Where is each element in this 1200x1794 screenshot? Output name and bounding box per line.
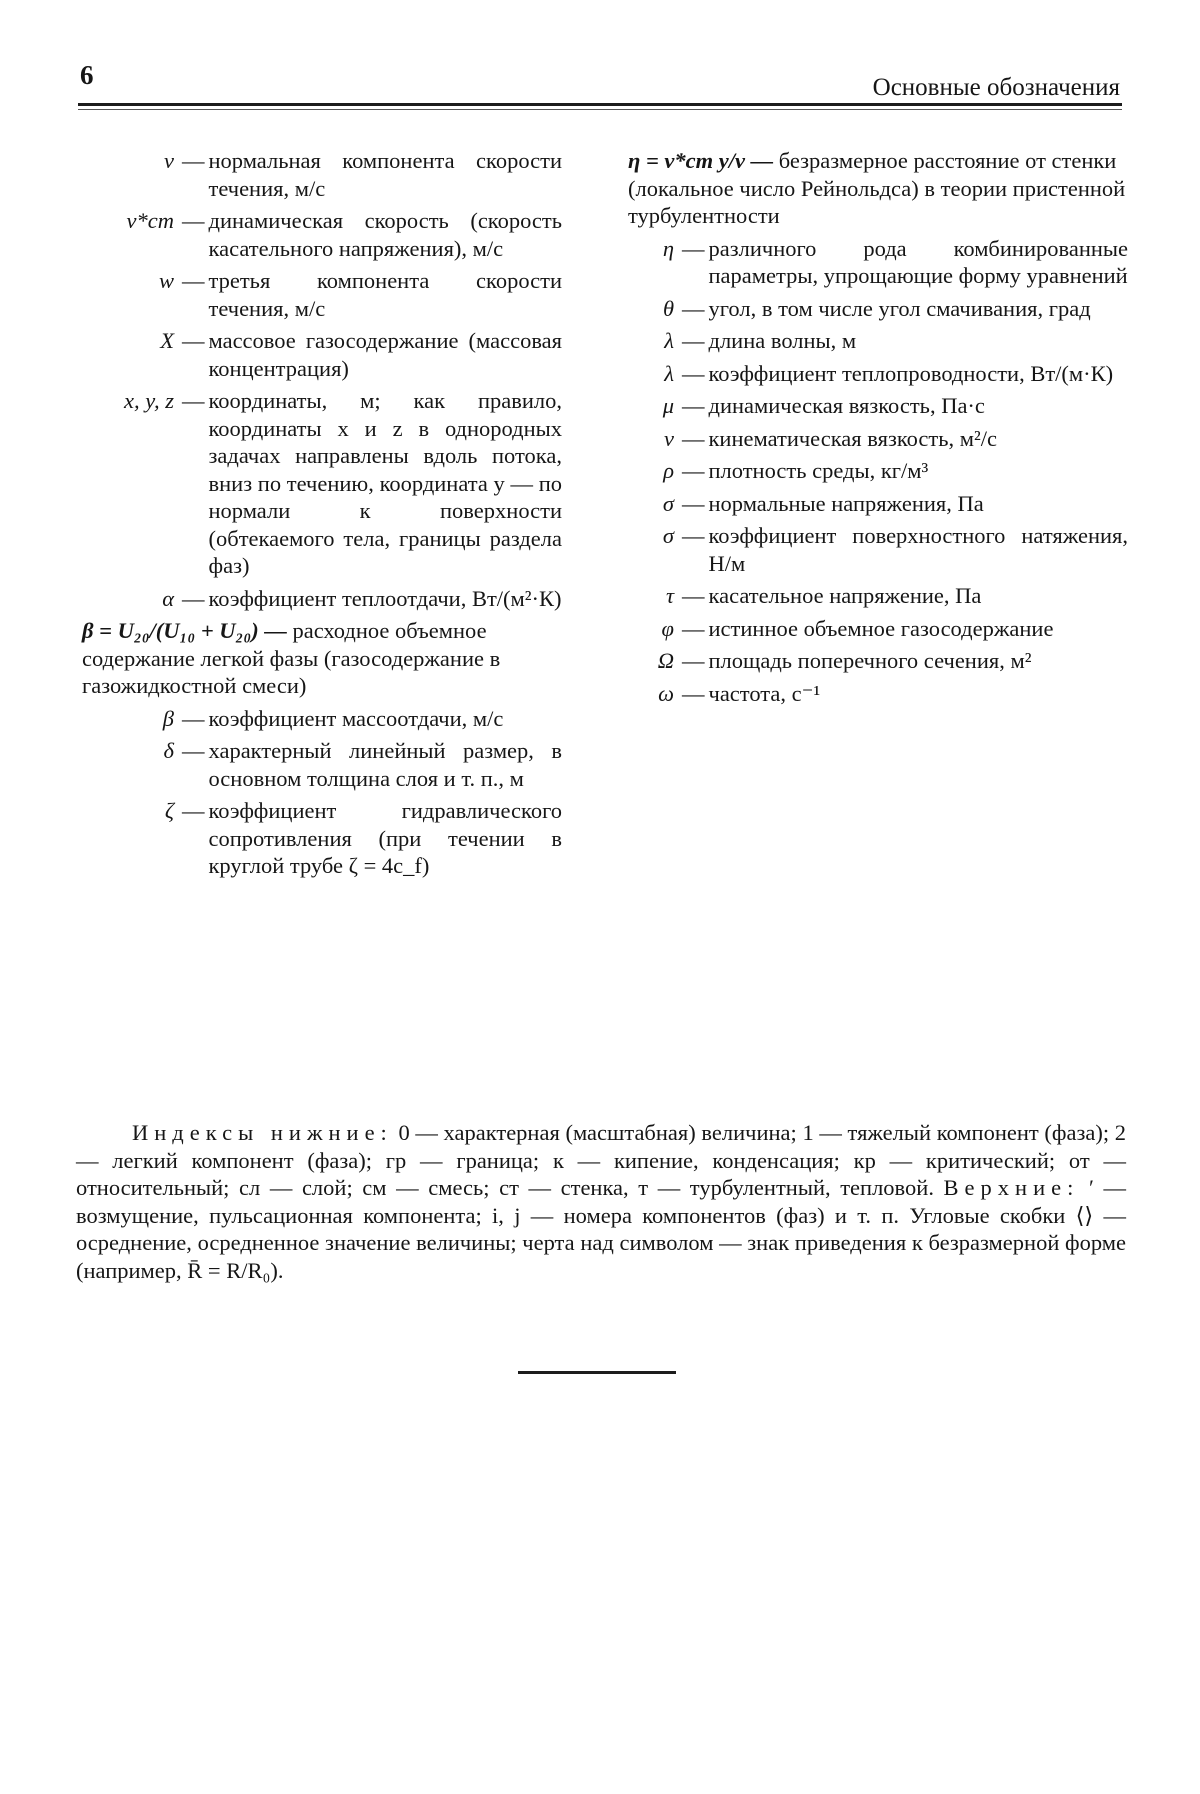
dash-separator: —	[682, 295, 705, 321]
symbol-definition: нормальные напряжения, Па	[708, 490, 984, 516]
symbol-definition: коэффициент массоотдачи, м/с	[208, 705, 504, 731]
symbol-entry	[82, 797, 562, 880]
symbol: σ	[662, 490, 674, 516]
dash-separator: —	[682, 490, 705, 516]
symbol-definition: плотность среды, кг/м³	[708, 458, 929, 483]
dash-separator: —	[682, 328, 705, 353]
symbol-entry	[628, 457, 1128, 485]
dash-separator: —	[182, 328, 205, 353]
dash-separator: —	[682, 425, 705, 451]
symbol-entry	[628, 582, 1128, 610]
symbol: v	[164, 148, 174, 173]
dash-separator: —	[182, 388, 205, 413]
symbol-entry	[82, 207, 562, 262]
symbol: λ	[664, 328, 674, 353]
symbol-entry	[628, 680, 1128, 708]
symbol: x, y, z	[124, 388, 174, 413]
symbol-definition: кинематическая вязкость, м²/с	[708, 425, 997, 451]
symbol-definition: характерный линейный размер, в основном толщина слоя и т. п., м	[208, 738, 562, 791]
left-column	[82, 147, 562, 885]
symbol-entry	[628, 425, 1128, 453]
symbol-definition: динамическая вязкость, Па·с	[708, 393, 985, 418]
symbol-entry	[628, 522, 1128, 577]
header-rule	[78, 103, 1122, 106]
symbol: ρ	[663, 458, 674, 483]
symbol-definition: истинное объемное газосодержание	[708, 615, 1054, 641]
dash-separator: —	[182, 148, 205, 173]
symbol: τ	[665, 583, 674, 608]
symbol-definition: касательное напряжение, Па	[708, 583, 982, 608]
beta-definition: расходное объемное содержание легкой фазы (газосодержание в газожидкостной смеси)	[82, 618, 501, 698]
dash-separator: —	[182, 798, 205, 823]
symbol: η	[662, 235, 674, 261]
symbol: σ	[662, 523, 674, 548]
symbol-entry	[82, 585, 562, 613]
symbol-definition: координаты, м; как правило, координаты x и z в однородных задачах направлены вдоль потока, вниз по течению, координата y — по нормали к поверхности (обтекаемого тела, границы раздела фаз)	[208, 388, 562, 578]
dash-separator: —	[682, 680, 705, 706]
indices-paragraph	[76, 1119, 1126, 1284]
symbol-entry	[628, 490, 1128, 518]
dash-separator: —	[182, 705, 205, 731]
page-number: 6	[80, 60, 94, 90]
dash-separator: —	[182, 208, 205, 233]
symbol-entry	[628, 360, 1128, 388]
symbol-entry	[82, 147, 562, 202]
symbol-definition: третья компонента скорости течения, м/с	[208, 268, 562, 321]
symbol-entry	[82, 737, 562, 792]
dash-separator: —	[682, 393, 705, 418]
symbol-definition: коэффициент теплоотдачи, Вт/(м²·К)	[208, 585, 562, 611]
symbol-definition: частота, с⁻¹	[708, 680, 821, 706]
symbol: ζ	[164, 798, 174, 823]
symbol: ν	[664, 425, 674, 451]
header-rule-thin	[78, 109, 1122, 110]
symbol-definition: коэффициент теплопроводности, Вт/(м·К)	[708, 360, 1114, 386]
symbol-entry	[628, 235, 1128, 290]
symbol-definition: динамическая скорость (скорость касательного напряжения), м/с	[208, 208, 562, 261]
symbol: Ω	[657, 648, 674, 673]
symbol: λ	[664, 360, 674, 386]
symbol-entry	[628, 327, 1128, 355]
symbol: δ	[163, 738, 174, 763]
running-head: Основные обозначения	[872, 74, 1120, 101]
symbol: α	[162, 585, 174, 611]
dash-separator: —	[682, 360, 705, 386]
dash-separator: —	[682, 583, 705, 608]
indices-upper-label: Верхние:	[943, 1175, 1080, 1200]
dash-separator: —	[182, 585, 205, 611]
symbol-entry	[628, 295, 1128, 323]
end-rule	[518, 1371, 676, 1374]
symbol-entry	[82, 327, 562, 382]
symbol-definition: угол, в том числе угол смачивания, град	[708, 295, 1091, 321]
symbol-entry	[628, 615, 1128, 643]
symbol-entry	[628, 647, 1128, 675]
left-symbol-list	[82, 147, 562, 612]
left-symbol-list-2	[82, 705, 562, 880]
indices-lower-label: Индексы нижние:	[132, 1120, 393, 1145]
dash-separator: —	[682, 648, 705, 673]
symbol: ω	[658, 680, 674, 706]
eta-plus-entry	[628, 147, 1128, 230]
right-symbol-list	[628, 235, 1128, 708]
dash-separator: —	[682, 458, 705, 483]
symbol: v*ст	[126, 208, 174, 233]
dash-separator: —	[182, 738, 205, 763]
beta-volume-entry	[82, 617, 562, 700]
symbol-definition: различного рода комбинированные параметры, упрощающие форму уравнений	[708, 235, 1128, 288]
symbol: β	[162, 705, 174, 731]
symbol-definition: нормальная компонента скорости течения, м/с	[208, 148, 562, 201]
eta-definition: безразмерное расстояние от стенки (локальное число Рейнольдса) в теории пристенной турбулентности	[628, 148, 1126, 228]
symbol-definition: длина волны, м	[708, 328, 857, 353]
indices-upper-text: ′ — возмущение, пульсационная компонента; i, j — номера компонентов (фаз) и т. п. Угловые скобки ⟨⟩ — осреднение, осредненное значение величины; черта над символом — знак приведения к безразмерной форме (например, R̄ = R/R₀).	[76, 1175, 1126, 1283]
dash-separator: —	[682, 615, 705, 641]
symbol: w	[158, 268, 174, 293]
right-column	[628, 147, 1128, 712]
symbol-definition: коэффициент гидравлического сопротивления (при течении в круглой трубе ζ = 4c_f)	[208, 798, 562, 878]
symbol-entry	[82, 705, 562, 733]
symbol: μ	[662, 393, 674, 418]
symbol-definition: площадь поперечного сечения, м²	[708, 648, 1032, 673]
dash-separator: —	[682, 523, 705, 548]
eta-formula: η = v*ст y/ν —	[628, 148, 779, 173]
symbol: φ	[661, 615, 674, 641]
symbol-entry	[82, 387, 562, 580]
symbol: X	[160, 328, 174, 353]
beta-formula: β = U₂₀/(U₁₀ + U₂₀) —	[82, 618, 293, 643]
dash-separator: —	[182, 268, 205, 293]
symbol-entry	[82, 267, 562, 322]
symbol: θ	[662, 295, 674, 321]
indices-lower-text: 0 — характерная (масштабная) величина; 1 — тяжелый компонент (фаза); 2 — легкий компонент (фаза); гр — граница; к — кипение, конденсация; кр — критический; от — относительный; сл — слой; см — смесь; ст — стенка, т — турбулентный, тепловой.	[76, 1120, 1126, 1200]
symbol-definition: массовое газосодержание (массовая концентрация)	[208, 328, 562, 381]
symbol-definition: коэффициент поверхностного натяжения, Н/м	[708, 523, 1128, 576]
dash-separator: —	[682, 235, 705, 261]
symbol-entry	[628, 392, 1128, 420]
